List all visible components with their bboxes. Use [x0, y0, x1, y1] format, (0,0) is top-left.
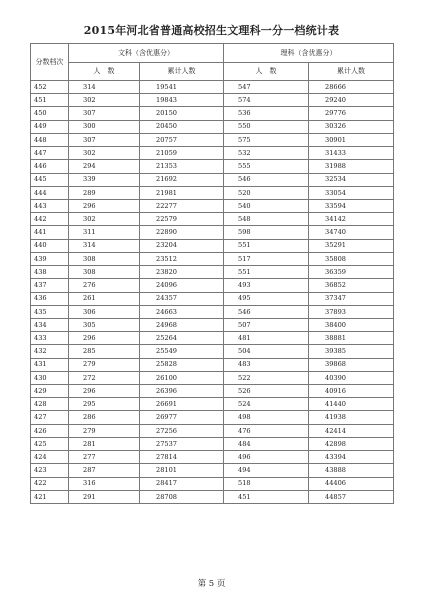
table-row — [31, 186, 394, 199]
score-cell: 435 — [31, 305, 69, 318]
arts-cumulative-cell: 28417 — [140, 477, 224, 490]
arts-cumulative-cell: 21059 — [140, 147, 224, 160]
arts-count-cell: 296 — [69, 385, 140, 398]
score-cell: 426 — [31, 424, 69, 437]
science-count-cell: 495 — [224, 292, 309, 305]
table-body — [31, 81, 394, 504]
arts-cumulative-header: 累计人数 — [140, 63, 224, 81]
arts-count-cell: 308 — [69, 266, 140, 279]
table-row — [31, 94, 394, 107]
arts-count-cell: 316 — [69, 477, 140, 490]
science-count-cell: 546 — [224, 173, 309, 186]
arts-count-cell: 314 — [69, 81, 140, 94]
arts-cumulative-cell: 25549 — [140, 345, 224, 358]
science-cumulative-cell: 33054 — [309, 186, 394, 199]
arts-count-cell: 306 — [69, 305, 140, 318]
science-count-cell: 540 — [224, 199, 309, 212]
arts-count-cell: 296 — [69, 332, 140, 345]
science-count-cell: 524 — [224, 398, 309, 411]
science-cumulative-cell: 40916 — [309, 385, 394, 398]
science-cumulative-cell: 42898 — [309, 437, 394, 450]
arts-cumulative-cell: 25828 — [140, 358, 224, 371]
table-row — [31, 464, 394, 477]
arts-count-cell: 289 — [69, 186, 140, 199]
arts-count-cell: 279 — [69, 424, 140, 437]
science-cumulative-cell: 30901 — [309, 133, 394, 146]
arts-cumulative-cell: 21353 — [140, 160, 224, 173]
table-row — [31, 411, 394, 424]
science-count-cell: 574 — [224, 94, 309, 107]
score-cell: 425 — [31, 437, 69, 450]
arts-count-cell: 291 — [69, 490, 140, 503]
science-count-cell: 546 — [224, 305, 309, 318]
science-cumulative-cell: 36852 — [309, 279, 394, 292]
arts-count-cell: 339 — [69, 173, 140, 186]
science-cumulative-cell: 34142 — [309, 213, 394, 226]
table-row — [31, 477, 394, 490]
arts-count-cell: 300 — [69, 120, 140, 133]
science-cumulative-cell: 36359 — [309, 266, 394, 279]
science-cumulative-cell: 38400 — [309, 318, 394, 331]
arts-count-cell: 286 — [69, 411, 140, 424]
score-header: 分数档次 — [31, 44, 69, 81]
arts-cumulative-cell: 23512 — [140, 252, 224, 265]
table-row — [31, 398, 394, 411]
science-cumulative-cell: 43888 — [309, 464, 394, 477]
arts-cumulative-cell: 24968 — [140, 318, 224, 331]
arts-cumulative-cell: 27537 — [140, 437, 224, 450]
science-count-cell: 481 — [224, 332, 309, 345]
arts-cumulative-cell: 26100 — [140, 371, 224, 384]
science-cumulative-cell: 39868 — [309, 358, 394, 371]
score-cell: 452 — [31, 81, 69, 94]
science-count-cell: 507 — [224, 318, 309, 331]
table-row — [31, 213, 394, 226]
arts-count-cell: 302 — [69, 213, 140, 226]
score-cell: 440 — [31, 239, 69, 252]
score-cell: 447 — [31, 147, 69, 160]
table-row — [31, 226, 394, 239]
science-cumulative-cell: 38881 — [309, 332, 394, 345]
science-count-cell: 520 — [224, 186, 309, 199]
science-count-cell: 536 — [224, 107, 309, 120]
science-count-cell: 484 — [224, 437, 309, 450]
table-row — [31, 252, 394, 265]
arts-count-cell: 287 — [69, 464, 140, 477]
arts-cumulative-cell: 27256 — [140, 424, 224, 437]
score-cell: 422 — [31, 477, 69, 490]
science-count-cell: 493 — [224, 279, 309, 292]
table-row — [31, 199, 394, 212]
arts-cumulative-cell: 23820 — [140, 266, 224, 279]
science-count-cell: 498 — [224, 411, 309, 424]
arts-cumulative-cell: 26691 — [140, 398, 224, 411]
science-count-cell: 496 — [224, 451, 309, 464]
table-row — [31, 239, 394, 252]
arts-cumulative-cell: 20450 — [140, 120, 224, 133]
score-cell: 445 — [31, 173, 69, 186]
science-count-cell: 518 — [224, 477, 309, 490]
science-cumulative-cell: 40390 — [309, 371, 394, 384]
science-cumulative-cell: 29240 — [309, 94, 394, 107]
page-number: 第 5 页 — [197, 579, 226, 589]
arts-cumulative-cell: 23204 — [140, 239, 224, 252]
table-row — [31, 81, 394, 94]
score-cell: 448 — [31, 133, 69, 146]
science-count-cell: 451 — [224, 490, 309, 503]
science-count-cell: 547 — [224, 81, 309, 94]
arts-count-cell: 314 — [69, 239, 140, 252]
arts-count-cell: 311 — [69, 226, 140, 239]
science-cumulative-cell: 44857 — [309, 490, 394, 503]
score-cell: 430 — [31, 371, 69, 384]
science-count-cell: 548 — [224, 213, 309, 226]
arts-count-cell: 302 — [69, 94, 140, 107]
arts-count-cell: 281 — [69, 437, 140, 450]
table-row — [31, 437, 394, 450]
science-cumulative-cell: 30326 — [309, 120, 394, 133]
science-count-cell: 483 — [224, 358, 309, 371]
score-cell: 431 — [31, 358, 69, 371]
arts-cumulative-cell: 19843 — [140, 94, 224, 107]
science-count-cell: 517 — [224, 252, 309, 265]
arts-cumulative-cell: 19541 — [140, 81, 224, 94]
score-cell: 442 — [31, 213, 69, 226]
science-count-cell: 494 — [224, 464, 309, 477]
page-title: 2015年河北省普通高校招生文理科一分一档统计表 — [83, 24, 340, 37]
arts-cumulative-cell: 26977 — [140, 411, 224, 424]
arts-cumulative-cell: 24357 — [140, 292, 224, 305]
arts-count-cell: 279 — [69, 358, 140, 371]
table-row — [31, 490, 394, 503]
science-count-header: 人 数 — [224, 63, 309, 81]
score-cell: 436 — [31, 292, 69, 305]
table-row — [31, 451, 394, 464]
science-count-cell: 555 — [224, 160, 309, 173]
science-cumulative-cell: 35808 — [309, 252, 394, 265]
science-count-cell: 532 — [224, 147, 309, 160]
score-cell: 424 — [31, 451, 69, 464]
arts-count-cell: 307 — [69, 133, 140, 146]
arts-cumulative-cell: 21692 — [140, 173, 224, 186]
science-cumulative-cell: 39385 — [309, 345, 394, 358]
science-count-cell: 550 — [224, 120, 309, 133]
score-cell: 441 — [31, 226, 69, 239]
arts-cumulative-cell: 24663 — [140, 305, 224, 318]
arts-count-cell: 302 — [69, 147, 140, 160]
science-count-cell: 575 — [224, 133, 309, 146]
arts-count-cell: 305 — [69, 318, 140, 331]
table-row — [31, 424, 394, 437]
table-row — [31, 266, 394, 279]
arts-cumulative-cell: 28101 — [140, 464, 224, 477]
score-cell: 423 — [31, 464, 69, 477]
score-cell: 443 — [31, 199, 69, 212]
arts-cumulative-cell: 20150 — [140, 107, 224, 120]
score-cell: 421 — [31, 490, 69, 503]
table-row — [31, 160, 394, 173]
science-cumulative-cell: 43394 — [309, 451, 394, 464]
science-cumulative-cell: 41938 — [309, 411, 394, 424]
table-row — [31, 318, 394, 331]
table-row — [31, 147, 394, 160]
table-row — [31, 332, 394, 345]
arts-cumulative-cell: 26396 — [140, 385, 224, 398]
score-cell: 451 — [31, 94, 69, 107]
arts-count-cell: 261 — [69, 292, 140, 305]
score-cell: 439 — [31, 252, 69, 265]
science-cumulative-cell: 33594 — [309, 199, 394, 212]
arts-count-header: 人 数 — [69, 63, 140, 81]
arts-count-cell: 308 — [69, 252, 140, 265]
arts-cumulative-cell: 21981 — [140, 186, 224, 199]
table-row — [31, 120, 394, 133]
science-cumulative-header: 累计人数 — [309, 63, 394, 81]
arts-count-cell: 285 — [69, 345, 140, 358]
score-cell: 428 — [31, 398, 69, 411]
table-row — [31, 371, 394, 384]
table-row — [31, 305, 394, 318]
science-cumulative-cell: 44406 — [309, 477, 394, 490]
score-cell: 432 — [31, 345, 69, 358]
science-count-cell: 504 — [224, 345, 309, 358]
arts-cumulative-cell: 25264 — [140, 332, 224, 345]
arts-cumulative-cell: 22579 — [140, 213, 224, 226]
table-row — [31, 292, 394, 305]
score-cell: 438 — [31, 266, 69, 279]
score-cell: 444 — [31, 186, 69, 199]
science-cumulative-cell: 42414 — [309, 424, 394, 437]
arts-cumulative-cell: 27814 — [140, 451, 224, 464]
arts-cumulative-cell: 22890 — [140, 226, 224, 239]
arts-count-cell: 307 — [69, 107, 140, 120]
arts-group-header: 文科（含优惠分） — [69, 44, 224, 63]
table-row — [31, 385, 394, 398]
arts-count-cell: 294 — [69, 160, 140, 173]
table-row — [31, 107, 394, 120]
score-cell: 429 — [31, 385, 69, 398]
arts-count-cell: 295 — [69, 398, 140, 411]
science-cumulative-cell: 28666 — [309, 81, 394, 94]
science-count-cell: 598 — [224, 226, 309, 239]
arts-count-cell: 277 — [69, 451, 140, 464]
science-cumulative-cell: 37893 — [309, 305, 394, 318]
science-count-cell: 551 — [224, 239, 309, 252]
arts-cumulative-cell: 28708 — [140, 490, 224, 503]
science-cumulative-cell: 29776 — [309, 107, 394, 120]
science-cumulative-cell: 31433 — [309, 147, 394, 160]
science-count-cell: 551 — [224, 266, 309, 279]
score-cell: 427 — [31, 411, 69, 424]
arts-cumulative-cell: 24096 — [140, 279, 224, 292]
table-row — [31, 133, 394, 146]
arts-count-cell: 296 — [69, 199, 140, 212]
arts-cumulative-cell: 20757 — [140, 133, 224, 146]
science-cumulative-cell: 34740 — [309, 226, 394, 239]
science-count-cell: 476 — [224, 424, 309, 437]
science-cumulative-cell: 32534 — [309, 173, 394, 186]
science-cumulative-cell: 41440 — [309, 398, 394, 411]
score-cell: 446 — [31, 160, 69, 173]
score-cell: 434 — [31, 318, 69, 331]
science-cumulative-cell: 31988 — [309, 160, 394, 173]
table-row — [31, 173, 394, 186]
arts-count-cell: 276 — [69, 279, 140, 292]
table-row — [31, 358, 394, 371]
arts-cumulative-cell: 22277 — [140, 199, 224, 212]
table-row — [31, 279, 394, 292]
science-cumulative-cell: 37347 — [309, 292, 394, 305]
science-count-cell: 522 — [224, 371, 309, 384]
arts-count-cell: 272 — [69, 371, 140, 384]
score-cell: 449 — [31, 120, 69, 133]
score-table — [30, 43, 394, 504]
science-count-cell: 526 — [224, 385, 309, 398]
science-cumulative-cell: 35291 — [309, 239, 394, 252]
science-group-header: 理科（含优惠分） — [224, 44, 394, 63]
score-cell: 450 — [31, 107, 69, 120]
score-cell: 433 — [31, 332, 69, 345]
score-cell: 437 — [31, 279, 69, 292]
table-row — [31, 345, 394, 358]
